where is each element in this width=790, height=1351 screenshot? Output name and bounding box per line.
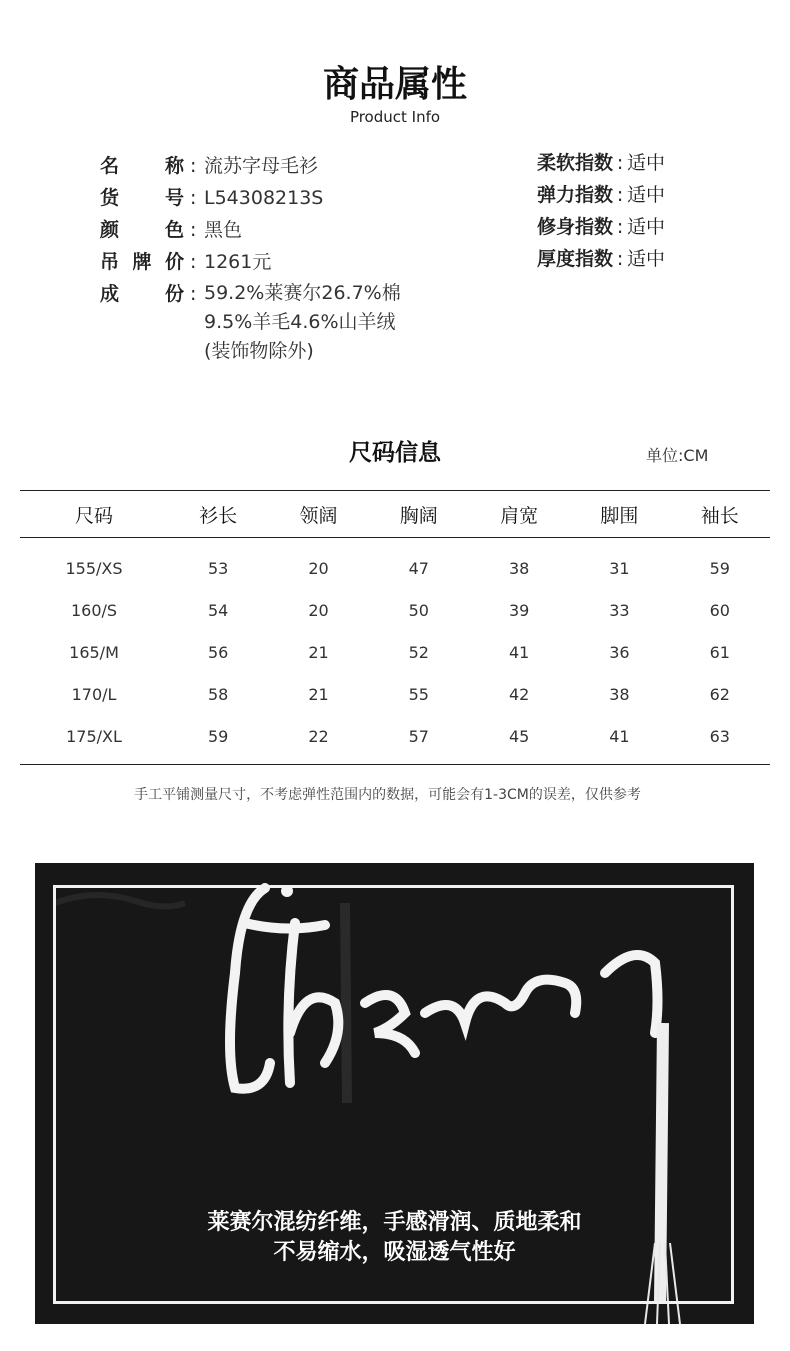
attr-separator: : <box>190 219 197 241</box>
index-row <box>537 147 665 179</box>
table-cell: 56 <box>208 642 229 662</box>
attr-price-label: 吊 牌 价 <box>100 251 184 273</box>
attr-sku-value: L54308213S <box>204 187 324 209</box>
table-cell: 42 <box>508 684 530 704</box>
index-row <box>537 179 665 211</box>
table-cell: 45 <box>469 715 569 765</box>
attr-name-row <box>100 150 401 182</box>
table-cell: 21 <box>308 642 329 662</box>
attr-separator: : <box>190 187 197 209</box>
size-info-title: 尺码信息 <box>349 440 441 466</box>
table-cell: 39 <box>508 600 530 620</box>
photo-caption <box>35 1208 754 1268</box>
attr-material-row <box>100 278 401 366</box>
attr-price-row <box>100 246 401 278</box>
index-separator: : <box>616 216 624 238</box>
table-cell: 21 <box>308 684 329 704</box>
index-label: 弹力指数 <box>537 184 614 206</box>
attr-separator: : <box>190 283 197 305</box>
column-header: 领阔 <box>268 491 368 538</box>
table-row <box>20 631 770 673</box>
column-header: 衫长 <box>168 491 268 538</box>
table-cell: 41 <box>508 642 530 662</box>
index-value: 适中 <box>627 184 666 206</box>
size-table <box>20 490 770 765</box>
table-cell: 60 <box>709 600 730 620</box>
table-cell: 54 <box>208 600 229 620</box>
table-cell: 20 <box>308 600 329 620</box>
table-cell: 50 <box>408 600 429 620</box>
table-cell: 59 <box>709 558 730 578</box>
product-detail-photo <box>35 863 754 1324</box>
size-table-header <box>20 491 770 538</box>
table-cell: 52 <box>408 642 429 662</box>
index-separator: : <box>616 248 624 270</box>
material-line: 9.5%羊毛4.6%山羊绒 <box>204 311 396 333</box>
column-header: 袖长 <box>670 491 770 538</box>
index-value: 适中 <box>627 216 666 238</box>
table-row <box>20 673 770 715</box>
table-cell: 165/M <box>69 642 119 662</box>
table-cell: 58 <box>208 684 229 704</box>
table-cell: 22 <box>268 715 368 765</box>
table-cell: 33 <box>609 600 630 620</box>
product-indices <box>537 147 665 275</box>
column-header: 肩宽 <box>469 491 569 538</box>
attr-material-value <box>204 278 401 366</box>
index-label: 厚度指数 <box>537 248 614 270</box>
index-separator: : <box>616 152 624 174</box>
caption-line: 不易缩水，吸湿透气性好 <box>273 1240 516 1265</box>
table-row <box>20 538 770 590</box>
caption-line: 莱赛尔混纺纤维，手感滑润、质地柔和 <box>207 1210 582 1235</box>
table-cell: 59 <box>168 715 268 765</box>
material-line: (装饰物除外) <box>204 340 314 362</box>
table-cell: 160/S <box>70 600 118 620</box>
index-value: 适中 <box>627 152 666 174</box>
attr-color-label: 颜 色 <box>100 219 184 241</box>
table-cell: 53 <box>208 558 229 578</box>
table-cell: 155/XS <box>65 558 123 578</box>
material-line: 59.2%莱赛尔26.7%棉 <box>204 282 401 304</box>
table-cell: 57 <box>369 715 469 765</box>
table-cell: 41 <box>569 715 669 765</box>
index-row <box>537 243 665 275</box>
attr-separator: : <box>190 251 197 273</box>
column-header: 尺码 <box>20 491 168 538</box>
attr-name-value: 流苏字母毛衫 <box>204 155 319 177</box>
table-cell: 63 <box>670 715 770 765</box>
table-cell: 31 <box>609 558 630 578</box>
attr-separator: : <box>190 155 197 177</box>
index-separator: : <box>616 184 624 206</box>
table-cell: 61 <box>709 642 730 662</box>
attr-color-row <box>100 214 401 246</box>
attr-name-label: 名 称 <box>100 155 184 177</box>
table-cell: 38 <box>609 684 630 704</box>
table-cell: 62 <box>709 684 730 704</box>
product-attributes <box>100 150 401 366</box>
index-value: 适中 <box>627 248 666 270</box>
attr-sku-row <box>100 182 401 214</box>
index-label: 柔软指数 <box>537 152 614 174</box>
table-cell: 47 <box>408 558 429 578</box>
index-row <box>537 211 665 243</box>
table-cell: 36 <box>609 642 630 662</box>
table-cell: 55 <box>408 684 429 704</box>
table-cell: 38 <box>508 558 530 578</box>
column-header: 脚围 <box>569 491 669 538</box>
section-title: 商品属性 <box>322 64 467 105</box>
column-header: 胸阔 <box>369 491 469 538</box>
table-row <box>20 589 770 631</box>
measurement-note: 手工平铺测量尺寸，不考虑弹性范围内的数据，可能会有1-3CM的误差，仅供参考 <box>134 787 641 803</box>
attr-price-value: 1261元 <box>204 251 272 273</box>
attr-sku-label: 货 号 <box>100 187 184 209</box>
section-subtitle: Product Info <box>349 108 441 126</box>
attr-color-value: 黑色 <box>204 219 243 241</box>
table-cell: 175/XL <box>20 715 168 765</box>
attr-material-label: 成 份 <box>100 283 184 305</box>
index-label: 修身指数 <box>537 216 614 238</box>
table-cell: 20 <box>308 558 329 578</box>
table-cell: 170/L <box>71 684 117 704</box>
table-row <box>20 715 770 765</box>
size-unit-label: 单位:CM <box>646 446 709 465</box>
